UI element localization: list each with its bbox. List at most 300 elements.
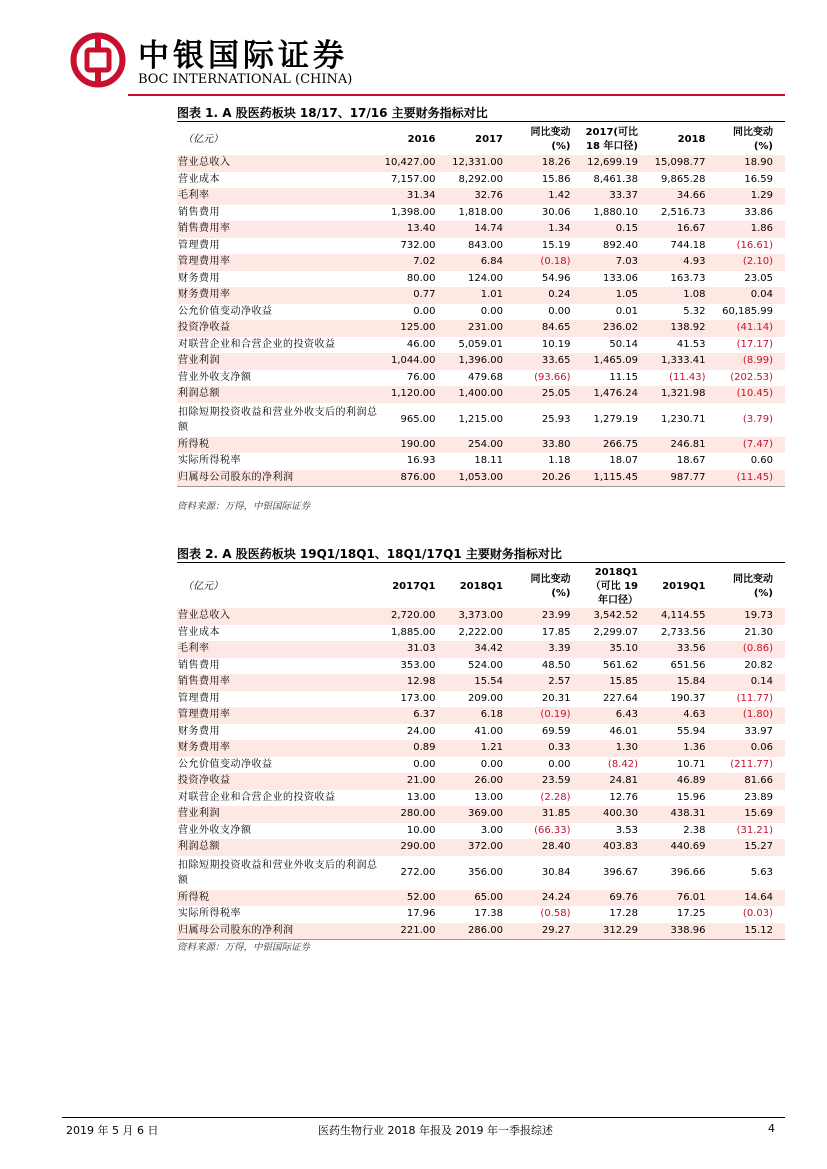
row-label: 管理费用率	[178, 709, 231, 721]
row-label: 营业外收支净额	[178, 824, 252, 836]
table-cell: (1.80)	[742, 709, 773, 721]
footer-rule	[62, 1117, 785, 1118]
row-label: 营业总收入	[178, 157, 231, 169]
table-cell: 246.81	[670, 438, 706, 450]
table1-body	[177, 155, 785, 487]
column-header: 同比变动(%)	[530, 127, 571, 152]
table-row	[177, 691, 785, 708]
table-cell: 2,222.00	[458, 626, 503, 638]
table-cell: 46.00	[406, 338, 436, 350]
table-cell: 4,114.55	[660, 610, 706, 622]
table-cell: 369.00	[468, 808, 503, 820]
table-cell: 1,321.98	[660, 388, 706, 400]
row-label: 毛利率	[178, 643, 210, 655]
table-cell: 236.02	[603, 322, 638, 334]
table-cell: 0.00	[413, 305, 436, 317]
table-cell: 209.00	[468, 692, 503, 704]
table-cell: 20.26	[515, 470, 583, 487]
table-row	[177, 740, 785, 757]
row-label: 投资净收益	[178, 775, 231, 787]
table-cell: 23.99	[541, 610, 571, 622]
table-row	[177, 856, 785, 890]
table-cell: 0.04	[750, 289, 773, 301]
row-label: 毛利率	[178, 190, 210, 202]
table1-title-rule	[177, 121, 785, 122]
table-cell: 440.69	[670, 841, 706, 853]
row-label: 利润总额	[178, 388, 220, 400]
table-cell: 1,044.00	[390, 355, 436, 367]
table-cell: 31.03	[406, 643, 436, 655]
table-cell: 1,880.10	[593, 206, 638, 218]
table-cell: 16.67	[676, 223, 706, 235]
row-label: 公允价值变动净收益	[178, 305, 273, 317]
row-label: 归属母公司股东的净利润	[177, 923, 380, 940]
table-cell: 76.01	[676, 891, 706, 903]
table2-title: 图表 2. A 股医药板块 19Q1/18Q1、18Q1/17Q1 主要财务指标对比	[177, 547, 562, 561]
table-cell: 8,461.38	[593, 173, 638, 185]
table-row	[177, 906, 785, 923]
table-cell: 14.64	[744, 891, 773, 903]
table-cell: 227.64	[603, 692, 638, 704]
table-cell: 290.00	[400, 841, 436, 853]
column-header: 2018	[677, 134, 706, 145]
row-label: 公允价值变动净收益	[178, 758, 273, 770]
table-row	[177, 625, 785, 642]
table-cell: 2.38	[683, 824, 706, 836]
table-cell: 55.94	[676, 725, 706, 737]
table-cell: 4.63	[683, 709, 706, 721]
table-row	[177, 890, 785, 907]
table-cell: 17.28	[609, 908, 638, 920]
table-row	[177, 254, 785, 271]
table-row	[177, 172, 785, 189]
table-cell: 12.98	[406, 676, 436, 688]
table-cell: 138.92	[670, 322, 706, 334]
table-cell: 1.08	[683, 289, 706, 301]
table1	[177, 125, 785, 487]
table-cell: 2,733.56	[660, 626, 706, 638]
table-cell: 2,720.00	[390, 610, 436, 622]
table-cell: 286.00	[448, 923, 516, 940]
table-cell: 81.66	[744, 775, 773, 787]
table-cell: 23.89	[744, 791, 773, 803]
table-cell: 33.86	[744, 206, 773, 218]
table-cell: (0.86)	[742, 643, 773, 655]
table-cell: 0.24	[548, 289, 571, 301]
table-cell: 372.00	[468, 841, 503, 853]
table-row	[177, 453, 785, 470]
table-cell: 20.82	[744, 659, 773, 671]
row-label: 销售费用	[178, 206, 220, 218]
table-cell: 60,185.99	[722, 305, 773, 317]
row-label: 所得税	[178, 438, 210, 450]
table-cell: 12,699.19	[587, 157, 638, 169]
table-cell: 35.10	[609, 643, 638, 655]
table-cell: 2.57	[548, 676, 571, 688]
row-label: 销售费用	[178, 659, 220, 671]
table-cell: 438.31	[670, 808, 706, 820]
table-cell: (0.18)	[540, 256, 571, 268]
table-cell: 0.01	[615, 305, 638, 317]
table-cell: 1.05	[615, 289, 638, 301]
table-cell: 0.14	[750, 676, 773, 688]
table-cell: 33.80	[541, 438, 571, 450]
row-label: 财务费用率	[178, 742, 231, 754]
table-cell: (0.03)	[742, 908, 773, 920]
row-label: 营业总收入	[178, 610, 231, 622]
table-cell: 0.00	[548, 758, 571, 770]
table-cell: 3.00	[480, 824, 503, 836]
table-cell: (31.21)	[736, 824, 773, 836]
table-row	[177, 188, 785, 205]
row-label: 所得税	[178, 891, 210, 903]
table-cell: 231.00	[468, 322, 503, 334]
table-cell: 10.19	[541, 338, 571, 350]
table-cell: 651.56	[670, 659, 706, 671]
table-cell: 17.38	[474, 908, 503, 920]
table-cell: 190.37	[670, 692, 706, 704]
table-cell: (0.58)	[540, 908, 571, 920]
table-row	[177, 658, 785, 675]
table2-source: 资料来源：万得，中银国际证券	[177, 942, 311, 953]
column-header: 同比变动(%)	[733, 574, 773, 599]
table-cell: 13.40	[406, 223, 436, 235]
table-cell: 30.84	[541, 866, 571, 878]
table-cell: 15.19	[541, 239, 571, 251]
table-cell: 1,818.00	[458, 206, 503, 218]
table-row	[177, 839, 785, 856]
table-cell: 20.31	[541, 692, 571, 704]
table2-header-row	[177, 566, 785, 608]
table-cell: 396.66	[670, 866, 706, 878]
table-cell: 23.59	[541, 775, 571, 787]
table-row	[177, 823, 785, 840]
table-cell: 1.29	[750, 190, 773, 202]
table-cell: 69.59	[541, 725, 571, 737]
table-cell: 338.96	[650, 923, 718, 940]
row-label: 营业利润	[178, 808, 220, 820]
table-cell: 11.15	[609, 371, 638, 383]
table-cell: 843.00	[468, 239, 503, 251]
table-cell: 30.06	[541, 206, 571, 218]
row-label: 营业成本	[178, 173, 220, 185]
table-cell: 33.56	[676, 643, 706, 655]
table-row	[177, 674, 785, 691]
table-cell: 0.60	[750, 455, 773, 467]
table-cell: 1.86	[750, 223, 773, 235]
table-row	[177, 221, 785, 238]
table-cell: 1,230.71	[660, 413, 706, 425]
table-cell: 133.06	[603, 272, 638, 284]
table-cell: (11.77)	[736, 692, 773, 704]
table-cell: (2.28)	[540, 791, 571, 803]
table-cell: 16.59	[744, 173, 773, 185]
table-cell: 23.05	[744, 272, 773, 284]
table-cell: 0.33	[548, 742, 571, 754]
table2-title-rule	[177, 562, 785, 563]
table-cell: 2,299.07	[593, 626, 638, 638]
table-cell: 1,396.00	[458, 355, 503, 367]
row-label: 归属母公司股东的净利润	[177, 470, 380, 487]
row-label: 利润总额	[178, 841, 220, 853]
table-cell: 7.03	[615, 256, 638, 268]
brand-name-cn: 中银国际证券	[138, 38, 348, 74]
table-cell: 32.76	[474, 190, 503, 202]
table-cell: (2.10)	[742, 256, 773, 268]
table-cell: 33.65	[541, 355, 571, 367]
table-cell: 29.27	[515, 923, 583, 940]
table-cell: 6.37	[413, 709, 436, 721]
table-cell: 31.34	[406, 190, 436, 202]
table-cell: 15.96	[676, 791, 706, 803]
table-cell: (93.66)	[534, 371, 571, 383]
table-cell: 33.37	[609, 190, 638, 202]
table-cell: 561.62	[603, 659, 638, 671]
table-cell: 15.54	[474, 676, 503, 688]
table-cell: (11.45)	[718, 470, 786, 487]
table-cell: 25.05	[541, 388, 571, 400]
table-cell: 18.90	[744, 157, 773, 169]
table-cell: 17.85	[541, 626, 571, 638]
table-cell: 25.93	[541, 413, 571, 425]
table-cell: 14.74	[474, 223, 503, 235]
table-cell: 280.00	[400, 808, 436, 820]
table-cell: 0.06	[750, 742, 773, 754]
table-cell: 1,476.24	[593, 388, 638, 400]
table-row	[177, 304, 785, 321]
table-cell: 1,885.00	[390, 626, 436, 638]
table-row	[177, 641, 785, 658]
row-label: 销售费用率	[178, 223, 231, 235]
table-cell: 524.00	[468, 659, 503, 671]
table-cell: 190.00	[400, 438, 436, 450]
table-cell: 0.89	[413, 742, 436, 754]
table-cell: 17.25	[676, 908, 706, 920]
table-row	[177, 287, 785, 304]
table-cell: 12.76	[609, 791, 638, 803]
table-cell: 0.15	[615, 223, 638, 235]
table-row	[177, 353, 785, 370]
table-cell: 18.07	[609, 455, 638, 467]
table-cell: 26.00	[474, 775, 503, 787]
table-cell: 987.77	[650, 470, 718, 487]
row-label: 财务费用	[178, 272, 220, 284]
table-cell: 15.69	[744, 808, 773, 820]
table-cell: 1,400.00	[458, 388, 503, 400]
table-cell: 163.73	[670, 272, 706, 284]
table-cell: (10.45)	[736, 388, 773, 400]
table-cell: 266.75	[603, 438, 638, 450]
table-row	[177, 757, 785, 774]
row-label: 管理费用	[178, 239, 220, 251]
table-cell: (16.61)	[736, 239, 773, 251]
column-header: 同比变动(%)	[733, 127, 773, 152]
table-cell: 41.00	[474, 725, 503, 737]
table-cell: 1,333.41	[660, 355, 706, 367]
table-cell: 125.00	[400, 322, 436, 334]
table-row	[177, 337, 785, 354]
table-cell: 6.43	[615, 709, 638, 721]
boc-logo	[70, 32, 126, 88]
table-row	[177, 470, 785, 487]
table-cell: 0.00	[480, 305, 503, 317]
table-cell: 1.42	[548, 190, 571, 202]
table-cell: 5,059.01	[458, 338, 503, 350]
table-cell: 18.67	[676, 455, 706, 467]
table-cell: 221.00	[380, 923, 448, 940]
table-cell: 8,292.00	[458, 173, 503, 185]
table-row	[177, 437, 785, 454]
table-cell: 15.12	[718, 923, 786, 940]
table-row	[177, 386, 785, 403]
column-header: 2018Q1	[459, 581, 503, 592]
table-cell: 9,865.28	[660, 173, 706, 185]
table-row	[177, 608, 785, 625]
table-row	[177, 923, 785, 940]
unit-header: （亿元）	[183, 134, 223, 145]
table1-source: 资料来源：万得，中银国际证券	[177, 501, 311, 512]
table2-body	[177, 608, 785, 940]
table-cell: (3.79)	[742, 413, 773, 425]
table-cell: 46.01	[609, 725, 638, 737]
row-label: 管理费用	[178, 692, 220, 704]
table-cell: 400.30	[603, 808, 638, 820]
table-cell: (66.33)	[534, 824, 571, 836]
column-header: 2017(可比 18 年口径)	[585, 127, 638, 152]
table-cell: 6.18	[480, 709, 503, 721]
table-row	[177, 205, 785, 222]
table-row	[177, 773, 785, 790]
table-cell: 10,427.00	[384, 157, 436, 169]
table-cell: 7,157.00	[390, 173, 436, 185]
table-cell: 1.36	[683, 742, 706, 754]
table-cell: 876.00	[380, 470, 448, 487]
table-cell: 3,373.00	[458, 610, 503, 622]
row-label: 投资净收益	[178, 322, 231, 334]
table-cell: 5.63	[750, 866, 773, 878]
table1-title: 图表 1. A 股医药板块 18/17、17/16 主要财务指标对比	[177, 106, 488, 120]
table-cell: 124.00	[468, 272, 503, 284]
table-cell: (0.19)	[540, 709, 571, 721]
footer-date: 2019 年 5 月 6 日	[66, 1124, 159, 1137]
table-cell: 965.00	[400, 413, 436, 425]
table-cell: 17.96	[406, 908, 436, 920]
table-cell: 15.86	[541, 173, 571, 185]
table-cell: 15.84	[676, 676, 706, 688]
table-cell: 272.00	[400, 866, 436, 878]
table-cell: 28.40	[541, 841, 571, 853]
table-cell: (202.53)	[730, 371, 773, 383]
table-cell: 1.18	[548, 455, 571, 467]
table-cell: 1,215.00	[458, 413, 503, 425]
table-cell: 1,465.09	[593, 355, 638, 367]
table-cell: 403.83	[603, 841, 638, 853]
table-row	[177, 724, 785, 741]
table-cell: 33.97	[744, 725, 773, 737]
table-cell: 18.11	[474, 455, 503, 467]
table-cell: 34.66	[676, 190, 706, 202]
row-label: 实际所得税率	[178, 908, 241, 920]
table-cell: 396.67	[603, 866, 638, 878]
unit-header: （亿元）	[183, 581, 223, 592]
header-rule	[128, 94, 785, 96]
table-cell: 13.00	[406, 791, 436, 803]
table-cell: 24.24	[541, 891, 571, 903]
table-cell: 1,053.00	[448, 470, 516, 487]
table-row	[177, 370, 785, 387]
table-cell: 80.00	[406, 272, 436, 284]
table-cell: 15.27	[744, 841, 773, 853]
table-cell: 12,331.00	[452, 157, 503, 169]
table-cell: 76.00	[406, 371, 436, 383]
table-cell: 46.89	[676, 775, 706, 787]
table-cell: 6.84	[480, 256, 503, 268]
row-label: 对联营企业和合营企业的投资收益	[178, 791, 336, 803]
table-cell: (7.47)	[742, 438, 773, 450]
table-cell: 52.00	[406, 891, 436, 903]
table-cell: 3,542.52	[593, 610, 638, 622]
table-cell: 18.26	[541, 157, 571, 169]
table-cell: 1,115.45	[583, 470, 651, 487]
table-cell: 732.00	[400, 239, 436, 251]
table-cell: 50.14	[609, 338, 638, 350]
brand-name-en: BOC INTERNATIONAL (CHINA)	[138, 72, 353, 87]
table-cell: 3.53	[615, 824, 638, 836]
row-label: 对联营企业和合营企业的投资收益	[178, 338, 336, 350]
table-cell: 84.65	[541, 322, 571, 334]
table-cell: 312.29	[583, 923, 651, 940]
table-cell: 1.01	[480, 289, 503, 301]
row-label: 财务费用率	[178, 289, 231, 301]
table-cell: 48.50	[541, 659, 571, 671]
column-header: 同比变动(%)	[530, 574, 571, 599]
table-cell: (211.77)	[730, 758, 773, 770]
table-cell: (41.14)	[736, 322, 773, 334]
table-row	[177, 320, 785, 337]
row-label: 营业利润	[178, 355, 220, 367]
footer-report-title: 医药生物行业 2018 年报及 2019 年一季报综述	[318, 1124, 553, 1137]
table-cell: 15,098.77	[654, 157, 706, 169]
column-header: 2017Q1	[392, 581, 436, 592]
table-cell: 356.00	[468, 866, 503, 878]
column-header: 2016	[407, 134, 436, 145]
table-cell: 1,279.19	[593, 413, 638, 425]
column-header: 2019Q1	[662, 581, 706, 592]
table-cell: 5.32	[683, 305, 706, 317]
table-cell: 254.00	[468, 438, 503, 450]
table-row	[177, 403, 785, 437]
table-cell: 16.93	[406, 455, 436, 467]
table-cell: 173.00	[400, 692, 436, 704]
table-cell: 24.00	[406, 725, 436, 737]
table2	[177, 566, 785, 940]
row-label: 营业外收支净额	[178, 371, 252, 383]
column-header: 2017	[475, 134, 503, 145]
table-cell: 744.18	[670, 239, 706, 251]
table-cell: 479.68	[468, 371, 503, 383]
table-cell: 54.96	[541, 272, 571, 284]
table-cell: (8.99)	[742, 355, 773, 367]
table-cell: 1,398.00	[390, 206, 436, 218]
table-cell: 10.00	[406, 824, 436, 836]
column-header: 2018Q1（可比 19 年口径）	[590, 567, 638, 606]
table-cell: (11.43)	[669, 371, 706, 383]
table-cell: 4.93	[683, 256, 706, 268]
table-row	[177, 271, 785, 288]
table1-header-row	[177, 125, 785, 155]
table-cell: 31.85	[541, 808, 571, 820]
table-cell: 10.71	[676, 758, 706, 770]
